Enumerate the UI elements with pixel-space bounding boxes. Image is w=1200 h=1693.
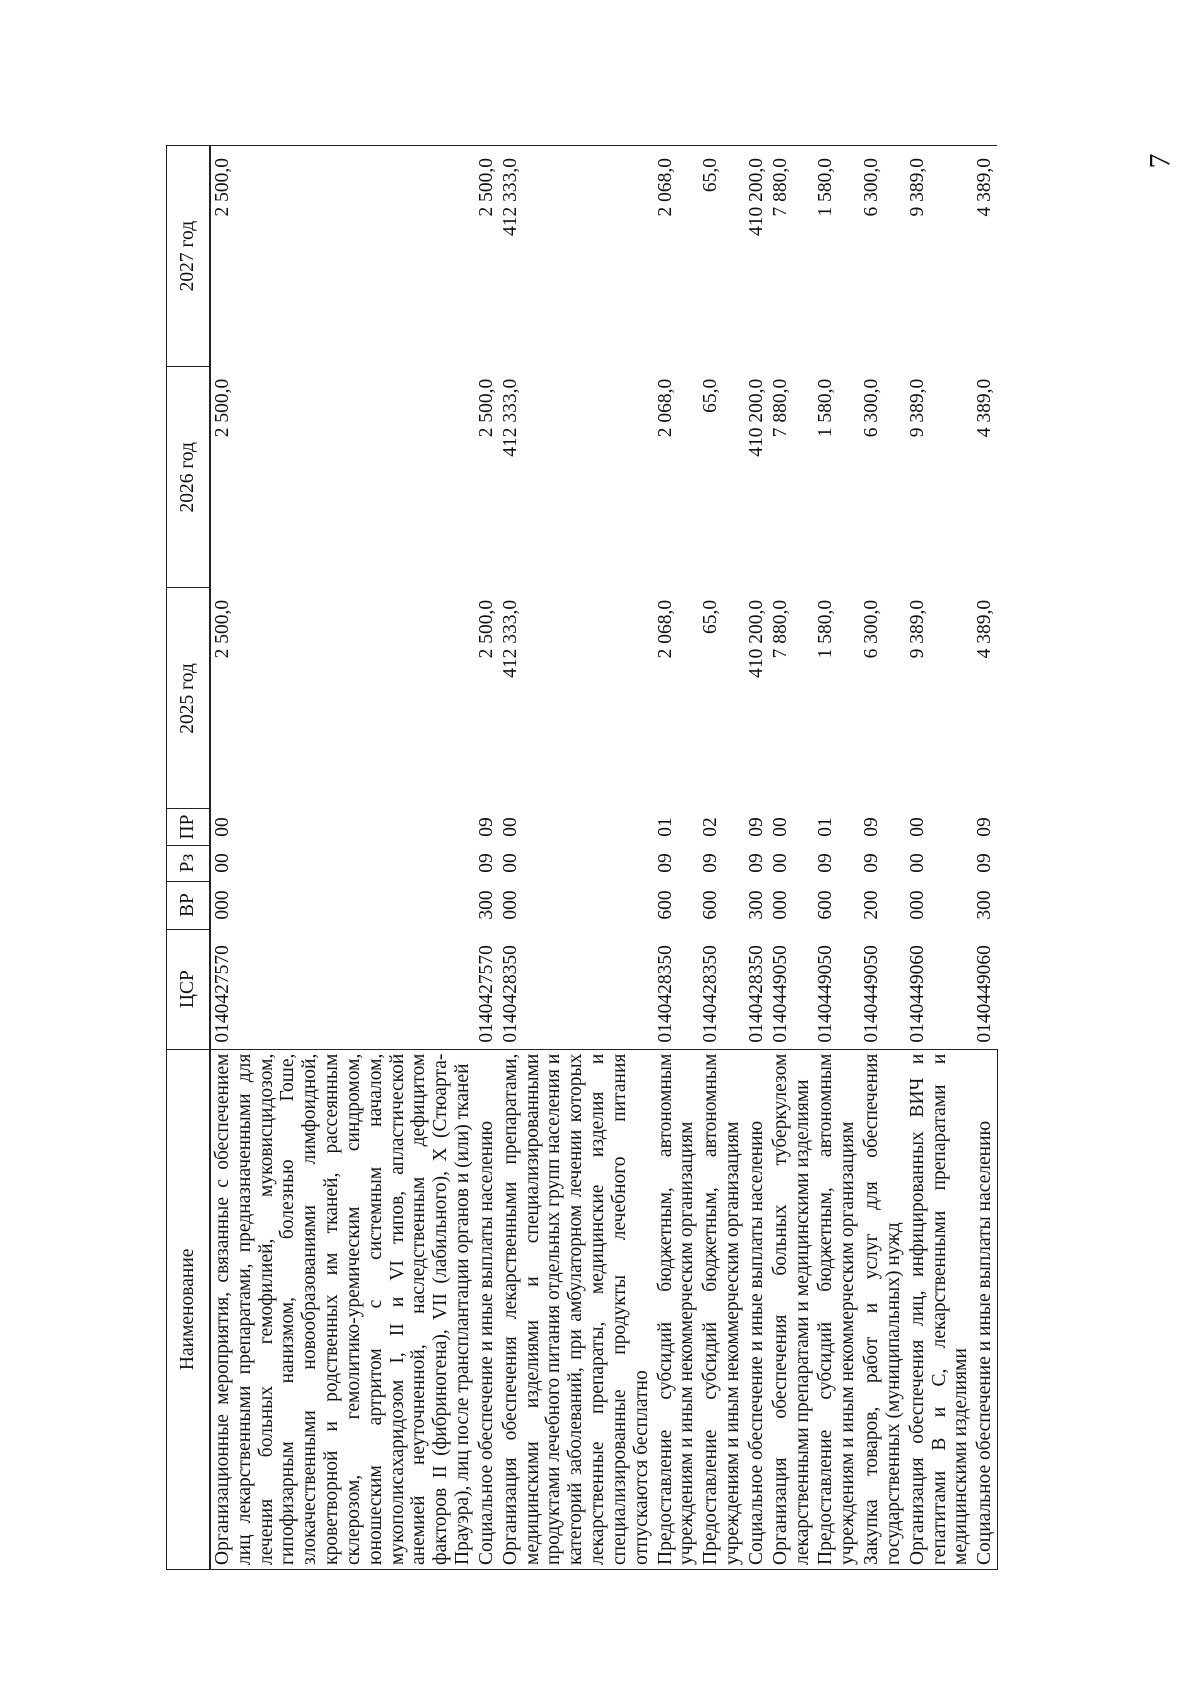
row-csr: 0140449050 (861, 945, 883, 1043)
row-2027: 410 200,0 (745, 146, 769, 367)
rotated-table-container (166, 145, 1033, 1570)
row-rz: 00 (499, 853, 521, 873)
row-vr: 300 (974, 890, 996, 920)
header-name: Наименование (167, 1049, 211, 1569)
row-pr: 00 (499, 817, 521, 837)
row-2027: 1 580,0 (814, 146, 860, 367)
row-2025: 65,0 (700, 599, 722, 634)
header-pr: ПР (167, 809, 211, 845)
row-2025: 2 500,0 (212, 599, 233, 659)
row-pr: 01 (654, 817, 676, 837)
table-row (860, 146, 906, 1570)
row-2025: 410 200,0 (745, 599, 767, 678)
row-rz: 00 (212, 853, 233, 873)
row-name: Предоставление субсидий бюджетным, автономным учреждениям и иным некоммерческим организациям (814, 1049, 860, 1569)
row-csr: 0140427570 (475, 945, 497, 1043)
header-2027: 2027 год (167, 146, 211, 367)
row-vr: 000 (906, 890, 928, 920)
table-row (499, 146, 654, 1570)
row-2025: 1 580,0 (815, 599, 837, 659)
row-rz: 09 (654, 853, 676, 873)
row-csr: 0140428350 (745, 945, 767, 1043)
row-pr: 00 (906, 817, 928, 837)
row-vr: 600 (815, 890, 837, 920)
row-rz: 09 (815, 853, 837, 873)
row-2026: 1 580,0 (815, 378, 837, 438)
row-vr: 300 (475, 890, 497, 920)
row-csr: 0140449050 (769, 945, 791, 1043)
row-vr: 600 (654, 890, 676, 920)
row-vr: 000 (499, 890, 521, 920)
row-csr: 0140449050 (815, 945, 837, 1043)
row-2025: 412 333,0 (499, 599, 521, 678)
row-rz: 09 (745, 853, 767, 873)
row-csr: 0140428350 (700, 945, 722, 1043)
row-pr: 09 (745, 817, 767, 837)
row-vr: 000 (212, 890, 233, 920)
row-2027: 4 389,0 (973, 146, 997, 367)
row-name: Организационные мероприятия, связанные с обеспечением лиц лекарственными препаратами, предназначенными для лечения больных гемофилией, муковисцидозом, гипофизарным нанизмом, болезнью Гоше, злокачественными новообразованиями лимфоидной, кроветворной и родственных им тканей, рассеянным склерозом, гемолитико-уремическим синдромом, юношеским артритом с системным началом, мукополисахаридозом I, II и VI типов, апластической анемией неуточненной, наследственным дефицитом факторов II (фибриногена), VII (лабильного), X (Стюарта-Прауэра), лиц после трансплантации органов и (или) тканей (210, 1049, 475, 1569)
row-2027: 7 880,0 (769, 146, 815, 367)
row-2026: 2 068,0 (654, 378, 676, 438)
row-csr: 0140428350 (499, 945, 521, 1043)
table-header-row (167, 146, 211, 1570)
row-2026: 410 200,0 (745, 378, 767, 457)
table-row (814, 146, 860, 1570)
row-2027: 2 500,0 (475, 146, 499, 367)
row-2026: 65,0 (700, 378, 722, 413)
row-2026: 7 880,0 (769, 378, 791, 438)
table-row (906, 146, 973, 1570)
row-name: Социальное обеспечение и иные выплаты населению (745, 1049, 769, 1569)
row-2027: 65,0 (699, 146, 745, 367)
row-csr: 0140427570 (212, 945, 233, 1043)
row-2025: 9 389,0 (906, 599, 928, 659)
table-row (654, 146, 700, 1570)
row-rz: 09 (861, 853, 883, 873)
row-2026: 4 389,0 (974, 378, 996, 438)
row-rz: 09 (974, 853, 996, 873)
row-csr: 0140449060 (974, 945, 996, 1043)
table-row (699, 146, 745, 1570)
row-2025: 7 880,0 (769, 599, 791, 659)
header-2025: 2025 год (167, 588, 211, 809)
row-vr: 000 (769, 890, 791, 920)
row-rz: 00 (769, 853, 791, 873)
row-pr: 00 (769, 817, 791, 837)
row-pr: 00 (212, 817, 233, 837)
row-rz: 00 (906, 853, 928, 873)
row-pr: 02 (700, 817, 722, 837)
row-2027: 9 389,0 (906, 146, 973, 367)
row-name: Организация обеспечения больных туберкулезом лекарственными препаратами и медицинскими изделиями (769, 1049, 815, 1569)
row-2025: 4 389,0 (974, 599, 996, 659)
row-2026: 9 389,0 (906, 378, 928, 438)
row-pr: 09 (475, 817, 497, 837)
row-pr: 01 (815, 817, 837, 837)
row-2026: 2 500,0 (212, 378, 233, 438)
table-row (210, 146, 475, 1570)
header-csr: ЦСР (167, 929, 211, 1049)
row-name: Социальное обеспечение и иные выплаты населению (475, 1049, 499, 1569)
row-name: Предоставление субсидий бюджетным, автономным учреждениям и иным некоммерческим организациям (699, 1049, 745, 1569)
table-row (769, 146, 815, 1570)
row-pr: 09 (974, 817, 996, 837)
row-2027: 412 333,0 (499, 146, 654, 367)
row-name: Социальное обеспечение и иные выплаты населению (973, 1049, 997, 1569)
row-2026: 412 333,0 (499, 378, 521, 457)
row-2026: 6 300,0 (861, 378, 883, 438)
row-csr: 0140428350 (654, 945, 676, 1043)
table-row (475, 146, 499, 1570)
row-name: Закупка товаров, работ и услуг для обеспечения государственных (муниципальных) нужд (860, 1049, 906, 1569)
row-name: Организация обеспечения лиц, инфицированных ВИЧ и гепатитами B и C, лекарственными препаратами и медицинскими изделиями (906, 1049, 973, 1569)
row-pr: 09 (861, 817, 883, 837)
row-rz: 09 (475, 853, 497, 873)
row-rz: 09 (700, 853, 722, 873)
row-name: Предоставление субсидий бюджетным, автономным учреждениям и иным некоммерческим организациям (654, 1049, 700, 1569)
row-vr: 300 (745, 890, 767, 920)
row-vr: 200 (861, 890, 883, 920)
row-2027: 2 500,0 (210, 146, 475, 367)
budget-table (166, 145, 998, 1570)
row-2025: 2 068,0 (654, 599, 676, 659)
row-2027: 2 068,0 (654, 146, 700, 367)
table-row (973, 146, 997, 1570)
table-row (745, 146, 769, 1570)
header-vr: ВР (167, 881, 211, 929)
page-number: 7 (1143, 153, 1177, 169)
header-2026: 2026 год (167, 367, 211, 588)
row-2027: 6 300,0 (860, 146, 906, 367)
row-2025: 2 500,0 (475, 599, 497, 659)
header-rz: Рз (167, 845, 211, 881)
row-vr: 600 (700, 890, 722, 920)
row-name: Организация обеспечения лекарственными препаратами, медицинскими изделиями и специализированными продуктами лечебного питания отдельных групп населения и категорий заболеваний, при амбулаторном лечении которых лекарственные препараты, медицинские изделия и специализированные продукты лечебного питания отпускаются бесплатно (499, 1049, 654, 1569)
row-csr: 0140449060 (906, 945, 928, 1043)
row-2026: 2 500,0 (475, 378, 497, 438)
row-2025: 6 300,0 (861, 599, 883, 659)
